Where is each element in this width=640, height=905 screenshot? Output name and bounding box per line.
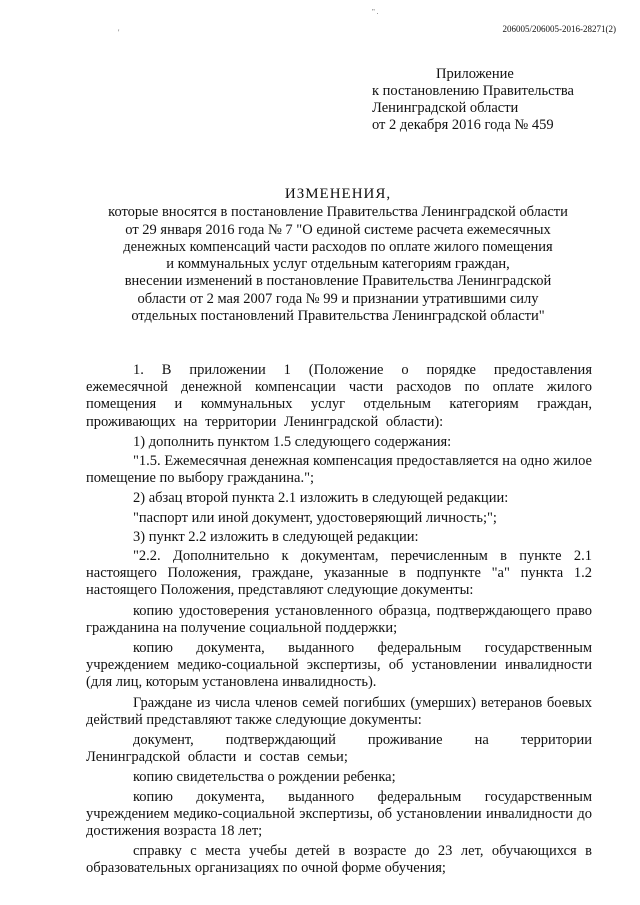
heading-line: от 29 января 2016 года № 7 "О единой системе расчета ежемесячных	[125, 221, 551, 238]
document-code: 206005/206005-2016-28271(2)	[502, 24, 616, 34]
heading-line: внесении изменений в постановление Правительства Ленинградской	[124, 273, 552, 290]
appendix-block	[372, 66, 574, 134]
paragraph-item-1: 1. В приложении 1 (Положение о порядке предоставления ежемесячной денежной компенсации части расходов по оплате жилого помещения и коммунальных услуг отдельным категориям граждан, проживающих на территории Ленинградской области):	[86, 362, 592, 430]
heading-line: и коммунальных услуг отдельным категориям граждан,	[166, 256, 510, 273]
appendix-title: Приложение	[436, 66, 514, 82]
document-body	[86, 362, 592, 881]
paragraph: копию документа, выданного федеральным государственным учреждением медико-социальной экспертизы, об установлении инвалидности до достижения возраста 18 лет;	[86, 788, 592, 840]
heading-title: ИЗМЕНЕНИЯ,	[284, 186, 392, 202]
heading-line: которые вносятся в постановление Правительства Ленинградской области	[108, 204, 568, 221]
paragraph: копию документа, выданного федеральным государственным учреждением медико-социальной экспертизы, об установлении инвалидности (для лиц, которым установлена инвалидность).	[86, 640, 592, 691]
paragraph: справку с места учебы детей в возрасте до 23 лет, обучающихся в образовательных организациях по очной форме обучения;	[86, 843, 592, 877]
heading-line: отдельных постановлений Правительства Ленинградской области"	[131, 308, 545, 325]
appendix-date-number: от 2 декабря 2016 года № 459	[372, 117, 554, 133]
paragraph-item-2-2: "2.2. Дополнительно к документам, перечисленным в пункте 2.1 настоящего Положения, граждане, указанные в подпункте "а" пункта 1.2 настоящего Положения, представляют следующие документы:	[86, 548, 592, 599]
paragraph: 3) пункт 2.2 изложить в следующей редакции:	[133, 528, 419, 545]
paragraph: копию свидетельства о рождении ребенка;	[133, 769, 396, 786]
heading-line: денежных компенсаций части расходов по оплате жилого помещения	[123, 238, 553, 255]
scan-artifact: " .	[372, 8, 379, 16]
document-heading	[86, 186, 590, 325]
appendix-line: Ленинградской области	[372, 100, 519, 116]
paragraph: 2) абзац второй пункта 2.1 изложить в следующей редакции:	[133, 490, 509, 507]
paragraph: Граждане из числа членов семей погибших (умерших) ветеранов боевых действий представляют также следующие документы:	[86, 694, 592, 728]
heading-line: области от 2 мая 2007 года № 99 и признании утратившими силу	[137, 290, 539, 307]
appendix-line: к постановлению Правительства	[372, 83, 574, 99]
scan-artifact-tick: '	[118, 28, 120, 37]
paragraph: "паспорт или иной документ, удостоверяющий личность;";	[133, 509, 497, 526]
paragraph: копию удостоверения установленного образца, подтверждающего право гражданина на получение социальной поддержки;	[86, 602, 592, 636]
paragraph-item-1-5: "1.5. Ежемесячная денежная компенсация предоставляется на одно жилое помещение по выбору гражданина.";	[86, 453, 592, 487]
paragraph: документ, подтверждающий проживание на территории Ленинградской области и состав семьи;	[86, 732, 592, 766]
paragraph: 1) дополнить пунктом 1.5 следующего содержания:	[133, 433, 452, 450]
